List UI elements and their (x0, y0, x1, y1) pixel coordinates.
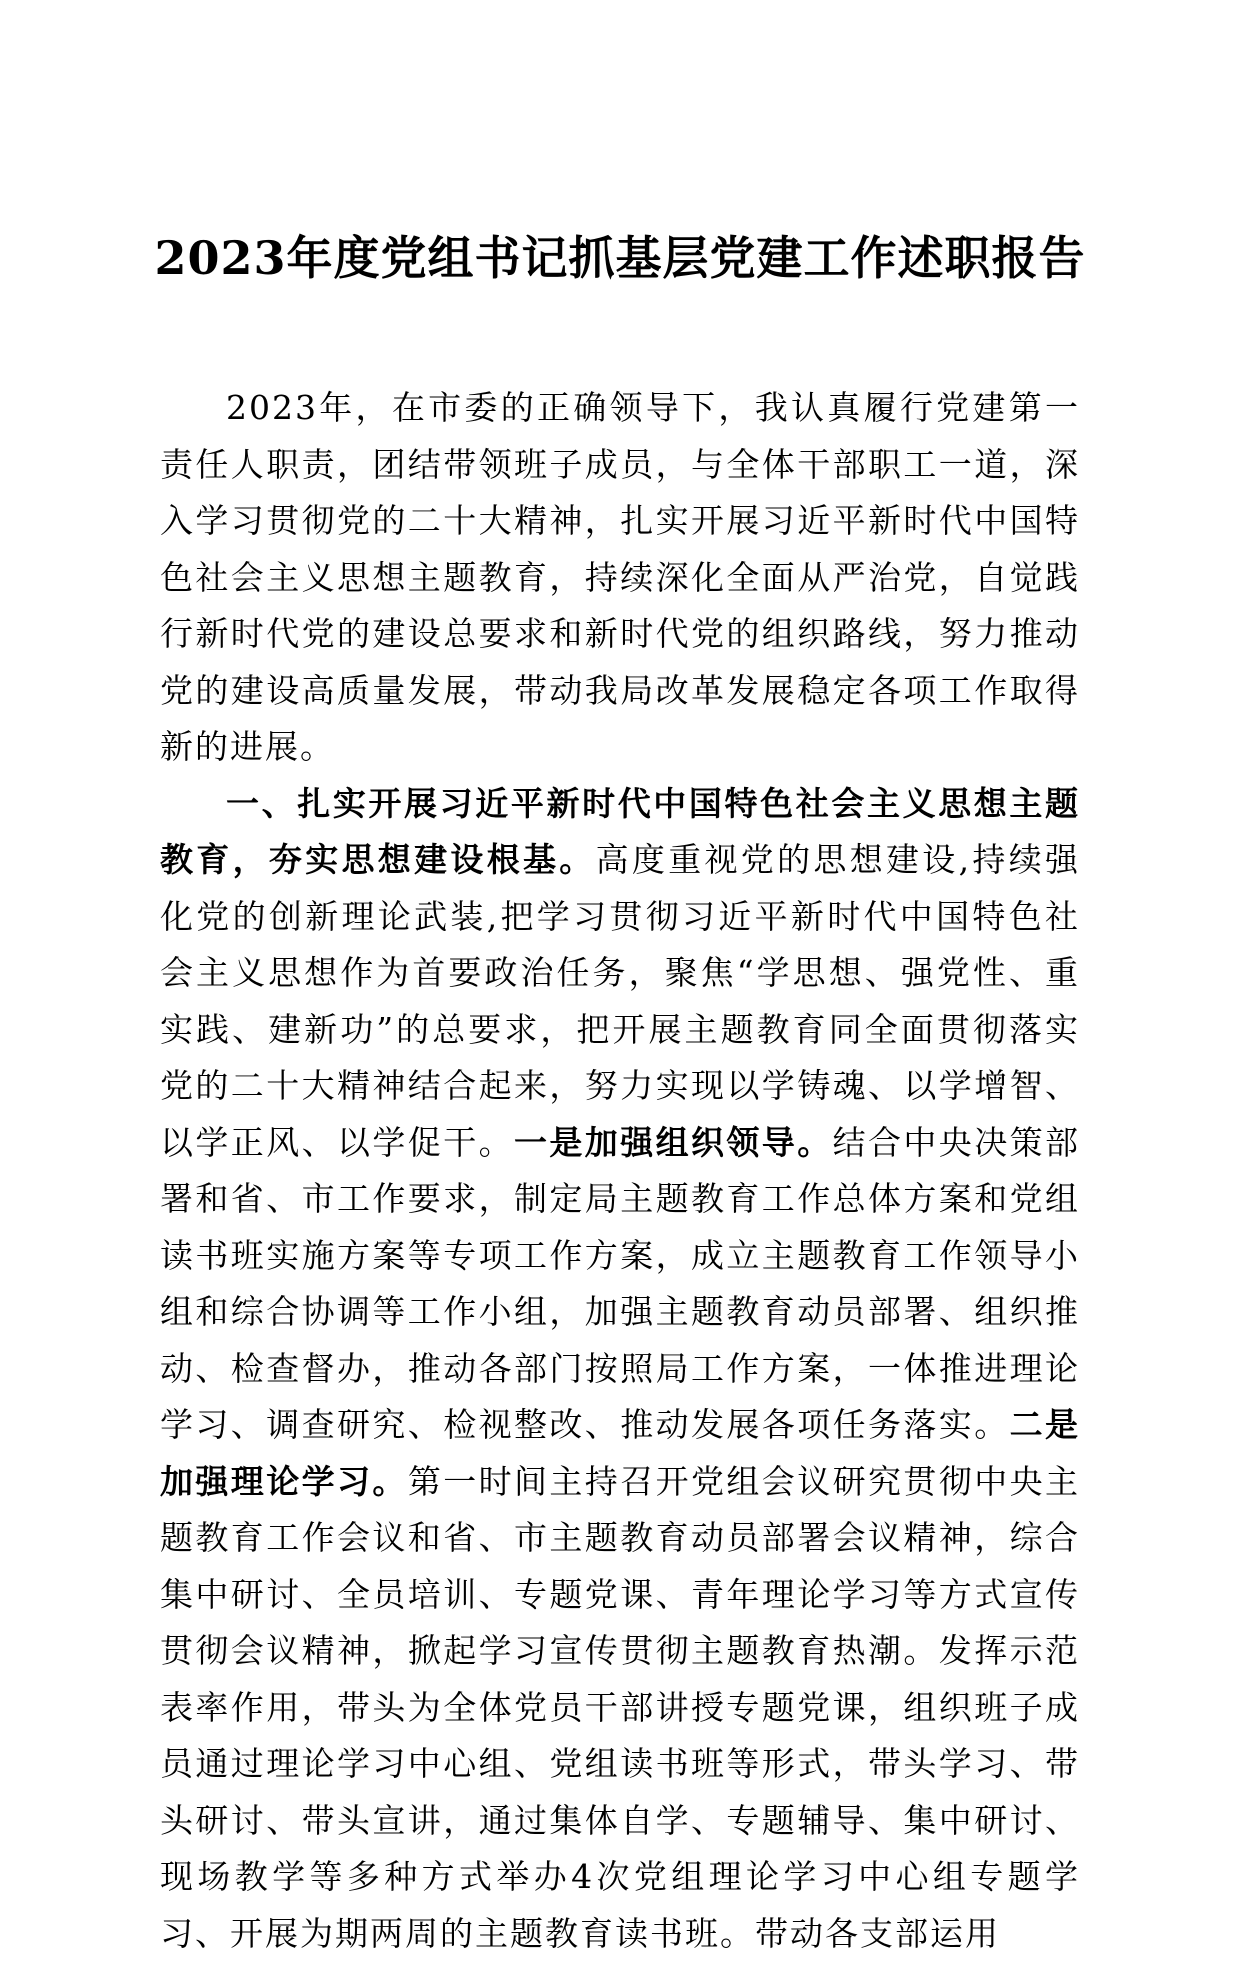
document-title: 2023年度党组书记抓基层党建工作述职报告 (0, 228, 1240, 288)
paragraph-text: 2023年，在市委的正确领导下，我认真履行党建第一责任人职责，团结带领班子成员，与全体干部职工一道，深入学习贯彻党的二十大精神，扎实开展习近平新时代中国特色社会主义思想主题教育，持续深化全面从严治党，自觉践行新时代党的建设总要求和新时代党的组织路线，努力推动党的建设高质量发展，带动我局改革发展稳定各项工作取得新的进展。 (160, 388, 1080, 766)
section-heading: 一、扎实开展习近平新时代中国特色社会主义思想主题教育，夯实思想建设根基。 (160, 784, 1080, 880)
paragraph-intro (160, 380, 1080, 776)
paragraph-section-one (160, 776, 1080, 1962)
document-body (160, 380, 1080, 1962)
subpoint-heading: 一是加强组织领导。 (514, 1123, 833, 1162)
paragraph-text: 结合中央决策部署和省、市工作要求，制定局主题教育工作总体方案和党组读书班实施方案等专项工作方案，成立主题教育工作领导小组和综合协调等工作小组，加强主题教育动员部署、组织推动、检查督办，推动各部门按照局工作方案，一体推进理论学习、调查研究、检视整改、推动发展各项任务落实。 (160, 1123, 1080, 1445)
paragraph-text: 高度重视党的思想建设,持续强化党的创新理论武装,把学习贯彻习近平新时代中国特色社会主义思想作为首要政治任务，聚焦“学思想、强党性、重实践、建新功”的总要求，把开展主题教育同全面贯彻落实党的二十大精神结合起来，努力实现以学铸魂、以学增智、以学正风、以学促干。 (160, 840, 1080, 1162)
subpoint-heading: 二是加强理论学习。 (160, 1405, 1080, 1501)
paragraph-text: 第一时间主持召开党组会议研究贯彻中央主题教育工作会议和省、市主题教育动员部署会议精神，综合集中研讨、全员培训、专题党课、青年理论学习等方式宣传贯彻会议精神，掀起学习宣传贯彻主题教育热潮。发挥示范表率作用，带头为全体党员干部讲授专题党课，组织班子成员通过理论学习中心组、党组读书班等形式，带头学习、带头研讨、带头宣讲，通过集体自学、专题辅导、集中研讨、现场教学等多种方式举办4次党组理论学习中心组专题学习、开展为期两周的主题教育读书班。带动各支部运用 (160, 1462, 1080, 1953)
